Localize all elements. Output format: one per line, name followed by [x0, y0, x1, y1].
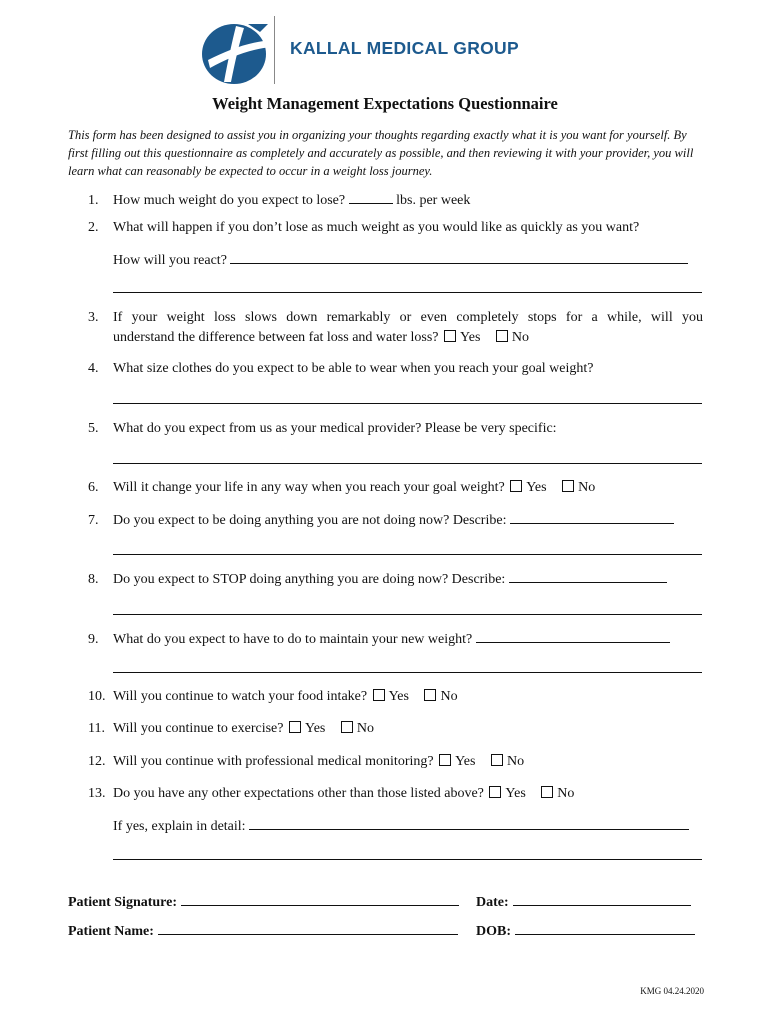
no-checkbox[interactable] [424, 689, 436, 701]
question-number: 13. [88, 786, 106, 801]
answer-line[interactable] [113, 554, 702, 555]
yes-label: Yes [526, 480, 547, 495]
answer-line[interactable] [113, 403, 702, 404]
no-checkbox[interactable] [491, 754, 503, 766]
patient-signature-field[interactable] [181, 891, 459, 906]
question-number: 2. [88, 220, 99, 235]
no-checkbox[interactable] [562, 480, 574, 492]
question-text: understand the difference between fat loss and water loss? [113, 330, 439, 345]
weight-goal-field[interactable] [349, 189, 393, 204]
yes-checkbox[interactable] [510, 480, 522, 492]
describe-field[interactable] [509, 568, 667, 583]
question-text: Will it change your life in any way when you reach your goal weight? [113, 480, 505, 495]
question-3-line-1: If your weight loss slows down remarkably or even completely stops for a while, will you [113, 310, 703, 325]
question-13 [88, 784, 708, 804]
answer-line[interactable] [113, 672, 702, 673]
yes-label: Yes [460, 330, 481, 345]
question-text: Do you expect to STOP doing anything you are doing now? Describe: [113, 572, 506, 587]
yes-checkbox[interactable] [289, 721, 301, 733]
no-label: No [511, 330, 530, 345]
patient-signature-label: Patient Signature: [68, 895, 178, 910]
question-text: How much weight do you expect to lose? [113, 193, 346, 208]
question-text: Will you continue to watch your food intake? [113, 689, 368, 704]
yes-checkbox[interactable] [444, 330, 456, 342]
dob-row [476, 920, 695, 942]
question-number: 4. [88, 361, 99, 376]
no-label: No [440, 689, 458, 704]
yes-label: Yes [455, 754, 476, 769]
yes-label: Yes [305, 721, 326, 736]
answer-line[interactable] [113, 614, 702, 615]
question-8 [88, 568, 708, 590]
question-text: What do you expect from us as your medical provider? Please be very specific: [113, 421, 557, 436]
patient-signature-row [68, 891, 459, 913]
no-label: No [557, 786, 575, 801]
no-checkbox[interactable] [541, 786, 553, 798]
question-2-sub [113, 249, 688, 271]
question-7 [88, 509, 708, 531]
sub-question-text: If yes, explain in detail: [113, 819, 246, 834]
form-code: KMG 04.24.2020 [640, 986, 704, 996]
dob-field[interactable] [515, 920, 695, 935]
form-title: Weight Management Expectations Questionnaire [212, 94, 558, 113]
intro-paragraph: This form has been designed to assist you in organizing your thoughts regarding exactly what it is you want for yourself. By first filling out this questionnaire as completely and accurately as possible, and then reviewing it with your provider, you will learn what can reasonably be expected to occur in a weight loss journey. [68, 128, 694, 178]
question-number: 5. [88, 421, 99, 436]
date-field[interactable] [513, 891, 691, 906]
question-3-line-2 [113, 328, 703, 348]
maintain-field[interactable] [476, 628, 670, 643]
question-number: 1. [88, 193, 99, 208]
yes-label: Yes [505, 786, 526, 801]
question-10 [88, 687, 708, 707]
dob-label: DOB: [476, 924, 511, 939]
patient-name-label: Patient Name: [68, 924, 154, 939]
question-12 [88, 752, 708, 772]
no-checkbox[interactable] [341, 721, 353, 733]
question-text: Do you expect to be doing anything you are not doing now? Describe: [113, 513, 507, 528]
yes-label: Yes [388, 689, 409, 704]
question-number: 8. [88, 572, 99, 587]
question-number: 3. [88, 310, 99, 325]
answer-line[interactable] [113, 292, 702, 293]
logo-divider [274, 16, 275, 84]
question-text: Do you have any other expectations other than those listed above? [113, 786, 484, 801]
question-text: Will you continue to exercise? [113, 721, 284, 736]
question-5 [88, 419, 708, 439]
question-4 [88, 359, 708, 379]
yes-checkbox[interactable] [373, 689, 385, 701]
answer-line[interactable] [113, 859, 702, 860]
question-suffix: lbs. per week [396, 193, 471, 208]
question-13-sub [113, 815, 689, 837]
question-number: 10. [88, 689, 106, 704]
question-number: 12. [88, 754, 106, 769]
describe-field[interactable] [510, 509, 674, 524]
question-2 [88, 218, 708, 238]
question-text: What will happen if you don’t lose as much weight as you would like as quickly as you want? [113, 220, 640, 235]
patient-name-field[interactable] [158, 920, 458, 935]
date-row [476, 891, 691, 913]
patient-name-row [68, 920, 458, 942]
question-11 [88, 719, 708, 739]
question-text: What size clothes do you expect to be able to wear when you reach your goal weight? [113, 361, 594, 376]
no-label: No [506, 754, 525, 769]
question-number: 9. [88, 632, 99, 647]
answer-line[interactable] [113, 463, 702, 464]
explain-field[interactable] [249, 815, 689, 830]
no-label: No [356, 721, 374, 736]
question-9 [88, 628, 708, 650]
sub-question-text: How will you react? [113, 253, 227, 268]
brand-name: KALLAL MEDICAL GROUP [290, 38, 519, 58]
yes-checkbox[interactable] [439, 754, 451, 766]
yes-checkbox[interactable] [489, 786, 501, 798]
question-1 [88, 189, 708, 211]
question-text: What do you expect to have to do to maintain your new weight? [113, 632, 473, 647]
no-label: No [578, 480, 596, 495]
question-6 [88, 478, 708, 498]
question-number: 7. [88, 513, 99, 528]
question-text: Will you continue with professional medical monitoring? [113, 754, 434, 769]
question-number: 11. [88, 721, 105, 736]
date-label: Date: [476, 895, 509, 910]
question-number: 6. [88, 480, 99, 495]
globe-cross-logo-icon [198, 20, 274, 86]
no-checkbox[interactable] [496, 330, 508, 342]
reaction-field[interactable] [230, 249, 688, 264]
